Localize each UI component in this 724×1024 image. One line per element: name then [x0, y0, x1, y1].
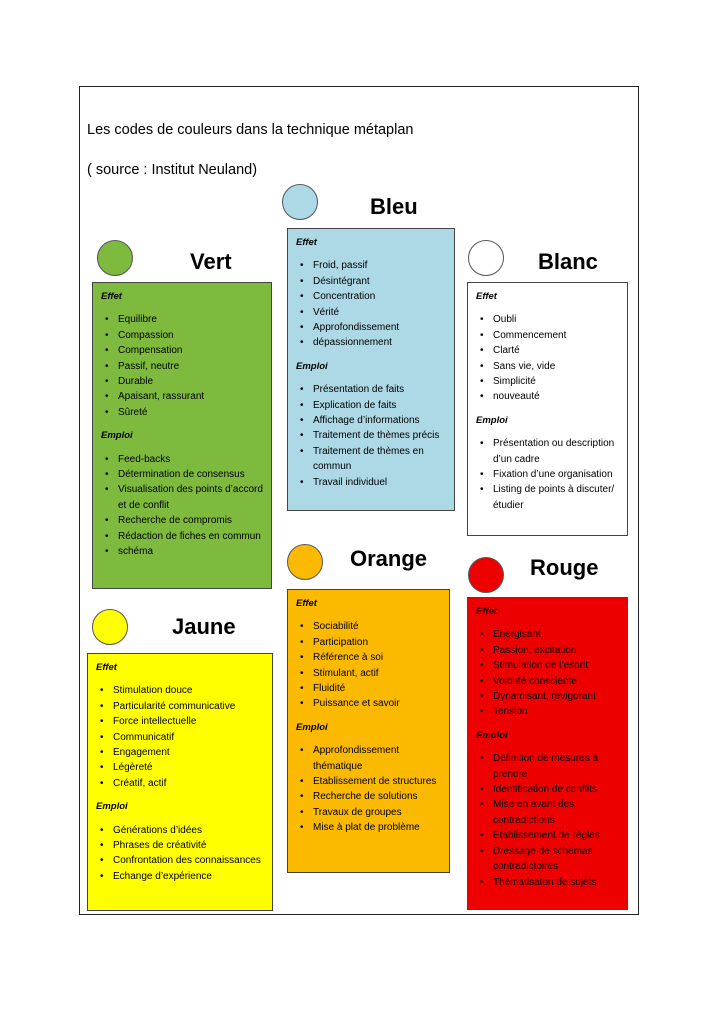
vert-emploi-item: • Rédaction de fiches en commun: [101, 529, 263, 544]
orange-emploi-item: • Approfondissement thématique: [296, 743, 441, 774]
jaune-effet-item: • Communicatif: [96, 730, 264, 745]
vert-color-circle: [97, 240, 133, 276]
jaune-effet-item: • Créatif, actif: [96, 776, 264, 791]
vert-heading: Vert: [190, 249, 232, 274]
rouge-card: [467, 597, 628, 910]
blanc-emploi-list: [476, 436, 619, 513]
jaune-effet-list: [96, 683, 264, 791]
vert-emploi-item: • Feed-backs: [101, 452, 263, 467]
orange-emploi-item: • Travaux de groupes: [296, 805, 441, 820]
jaune-effet-item: • Légèreté: [96, 760, 264, 775]
vert-emploi-item: • Détermination de consensus: [101, 467, 263, 482]
blanc-emploi-item: • Fixation d’une organisation: [476, 467, 619, 482]
bleu-emploi-item: • Traitement de thèmes en commun: [296, 444, 446, 475]
rouge-effet-item: • Passion, excitation: [476, 643, 619, 658]
rouge-effet-item: • Volonté consciente: [476, 674, 619, 689]
blanc-heading: Blanc: [538, 249, 598, 274]
blanc-effet-list: [476, 312, 619, 404]
blanc-effet-label: Effet: [476, 291, 497, 302]
jaune-heading: Jaune: [172, 614, 236, 639]
jaune-card: [87, 653, 273, 911]
bleu-emploi-item: • Affichage d’informations: [296, 413, 446, 428]
blanc-emploi-item: • Listing de points à discuter/étudier: [476, 482, 619, 513]
vert-effet-item: • Apaisant, rassurant: [101, 389, 263, 404]
document-source: ( source : Institut Neuland): [87, 162, 258, 178]
bleu-emploi-list: [296, 382, 446, 490]
blanc-effet-item: • Clarté: [476, 343, 619, 358]
blanc-effet-item: • Simplicité: [476, 374, 619, 389]
rouge-heading: Rouge: [530, 555, 599, 580]
vert-effet-item: • Compensation: [101, 343, 263, 358]
bleu-emploi-item: • Travail individuel: [296, 475, 446, 490]
jaune-emploi-item: • Echange d’expérience: [96, 869, 264, 884]
vert-emploi-item: • Recherche de compromis: [101, 513, 263, 528]
rouge-emploi-item: • Etablissement de règles: [476, 828, 619, 843]
blanc-color-circle: [468, 240, 504, 276]
bleu-effet-item: • Froid, passif: [296, 258, 446, 273]
orange-emploi-list: [296, 743, 441, 835]
orange-effet-label: Effet: [296, 598, 317, 609]
blanc-effet-item: • Sans vie, vide: [476, 359, 619, 374]
vert-effet-item: • Sûreté: [101, 405, 263, 420]
rouge-color-circle: [468, 557, 504, 593]
blanc-effet-item: • Oubli: [476, 312, 619, 327]
orange-heading: Orange: [350, 546, 428, 571]
orange-effet-item: • Stimulant, actif: [296, 666, 441, 681]
rouge-effet-label: Effet: [476, 606, 497, 617]
jaune-effet-label: Effet: [96, 662, 117, 673]
rouge-emploi-list: [476, 751, 619, 890]
rouge-effet-item: • Tension: [476, 704, 619, 719]
jaune-effet-item: • Particularité communicative: [96, 699, 264, 714]
orange-emploi-item: • Mise à plat de problème: [296, 820, 441, 835]
bleu-emploi-item: • Présentation de faits: [296, 382, 446, 397]
orange-effet-item: • Fluidité: [296, 681, 441, 696]
rouge-effet-item: • Dynamisant, revigorant: [476, 689, 619, 704]
jaune-effet-item: • Engagement: [96, 745, 264, 760]
rouge-emploi-item: • Identification de conflits: [476, 782, 619, 797]
vert-emploi-list: [101, 452, 263, 560]
jaune-effet-item: • Stimulation douce: [96, 683, 264, 698]
orange-effet-item: • Référence à soi: [296, 650, 441, 665]
vert-emploi-item: • schéma: [101, 544, 263, 559]
rouge-effet-list: [476, 627, 619, 719]
orange-color-circle: [287, 544, 323, 580]
rouge-emploi-item: • Mise en avant des contradictions: [476, 797, 619, 828]
bleu-emploi-label: Emploi: [296, 360, 328, 372]
vert-effet-item: • Durable: [101, 374, 263, 389]
bleu-emploi-item: • Traitement de thèmes précis: [296, 428, 446, 443]
rouge-emploi-item: • Thématisaton de sujets: [476, 875, 619, 890]
blanc-emploi-label: Emploi: [476, 414, 508, 426]
bleu-effet-item: • Approfondissement: [296, 320, 446, 335]
rouge-emploi-item: • Dressage de schémas contradictoires: [476, 844, 619, 875]
orange-card: [287, 589, 450, 873]
jaune-emploi-list: [96, 823, 264, 885]
bleu-emploi-item: • Explication de faits: [296, 398, 446, 413]
bleu-effet-list: [296, 258, 446, 350]
bleu-effet-label: Effet: [296, 237, 317, 248]
orange-emploi-label: Emploi: [296, 721, 328, 733]
bleu-heading: Bleu: [370, 194, 418, 219]
orange-effet-item: • Sociabilité: [296, 619, 441, 634]
rouge-emploi-item: • Définition de mesures à prendre: [476, 751, 619, 782]
rouge-emploi-label: Emploi: [476, 729, 508, 741]
vert-effet-item: • Compassion: [101, 328, 263, 343]
vert-effet-list: [101, 312, 263, 420]
jaune-effet-item: • Force intellectuelle: [96, 714, 264, 729]
bleu-effet-item: • Vérité: [296, 305, 446, 320]
vert-effet-label: Effet: [101, 291, 122, 302]
jaune-color-circle: [92, 609, 128, 645]
jaune-emploi-item: • Phrases de créativité: [96, 838, 264, 853]
document-title: Les codes de couleurs dans la technique métaplan: [87, 122, 414, 138]
bleu-effet-item: • dépassionnement: [296, 335, 446, 350]
blanc-emploi-item: • Présentation ou description d’un cadre: [476, 436, 619, 467]
orange-effet-item: • Participation: [296, 635, 441, 650]
vert-effet-item: • Passif, neutre: [101, 359, 263, 374]
blanc-effet-item: • nouveauté: [476, 389, 619, 404]
vert-emploi-label: Emploi: [101, 430, 133, 442]
bleu-effet-item: • Concentration: [296, 289, 446, 304]
jaune-emploi-item: • Générations d’idées: [96, 823, 264, 838]
vert-emploi-item: • Visualisation des points d’accord et de conflit: [101, 482, 263, 513]
orange-emploi-item: • Etablissement de structures: [296, 774, 441, 789]
bleu-card: [287, 228, 455, 511]
orange-effet-list: [296, 619, 441, 711]
vert-card: [92, 282, 272, 589]
vert-effet-item: • Equilibre: [101, 312, 263, 327]
orange-effet-item: • Puissance et savoir: [296, 696, 441, 711]
jaune-emploi-label: Emploi: [96, 801, 128, 813]
blanc-effet-item: • Commencement: [476, 328, 619, 343]
bleu-effet-item: • Désintégrant: [296, 274, 446, 289]
rouge-effet-item: • Energisant: [476, 627, 619, 642]
jaune-emploi-item: • Confrontation des connaissances: [96, 853, 264, 868]
blanc-card: [467, 282, 628, 536]
orange-emploi-item: • Recherche de solutions: [296, 789, 441, 804]
rouge-effet-item: • Stimulation de l’esprit: [476, 658, 619, 673]
bleu-color-circle: [282, 184, 318, 220]
